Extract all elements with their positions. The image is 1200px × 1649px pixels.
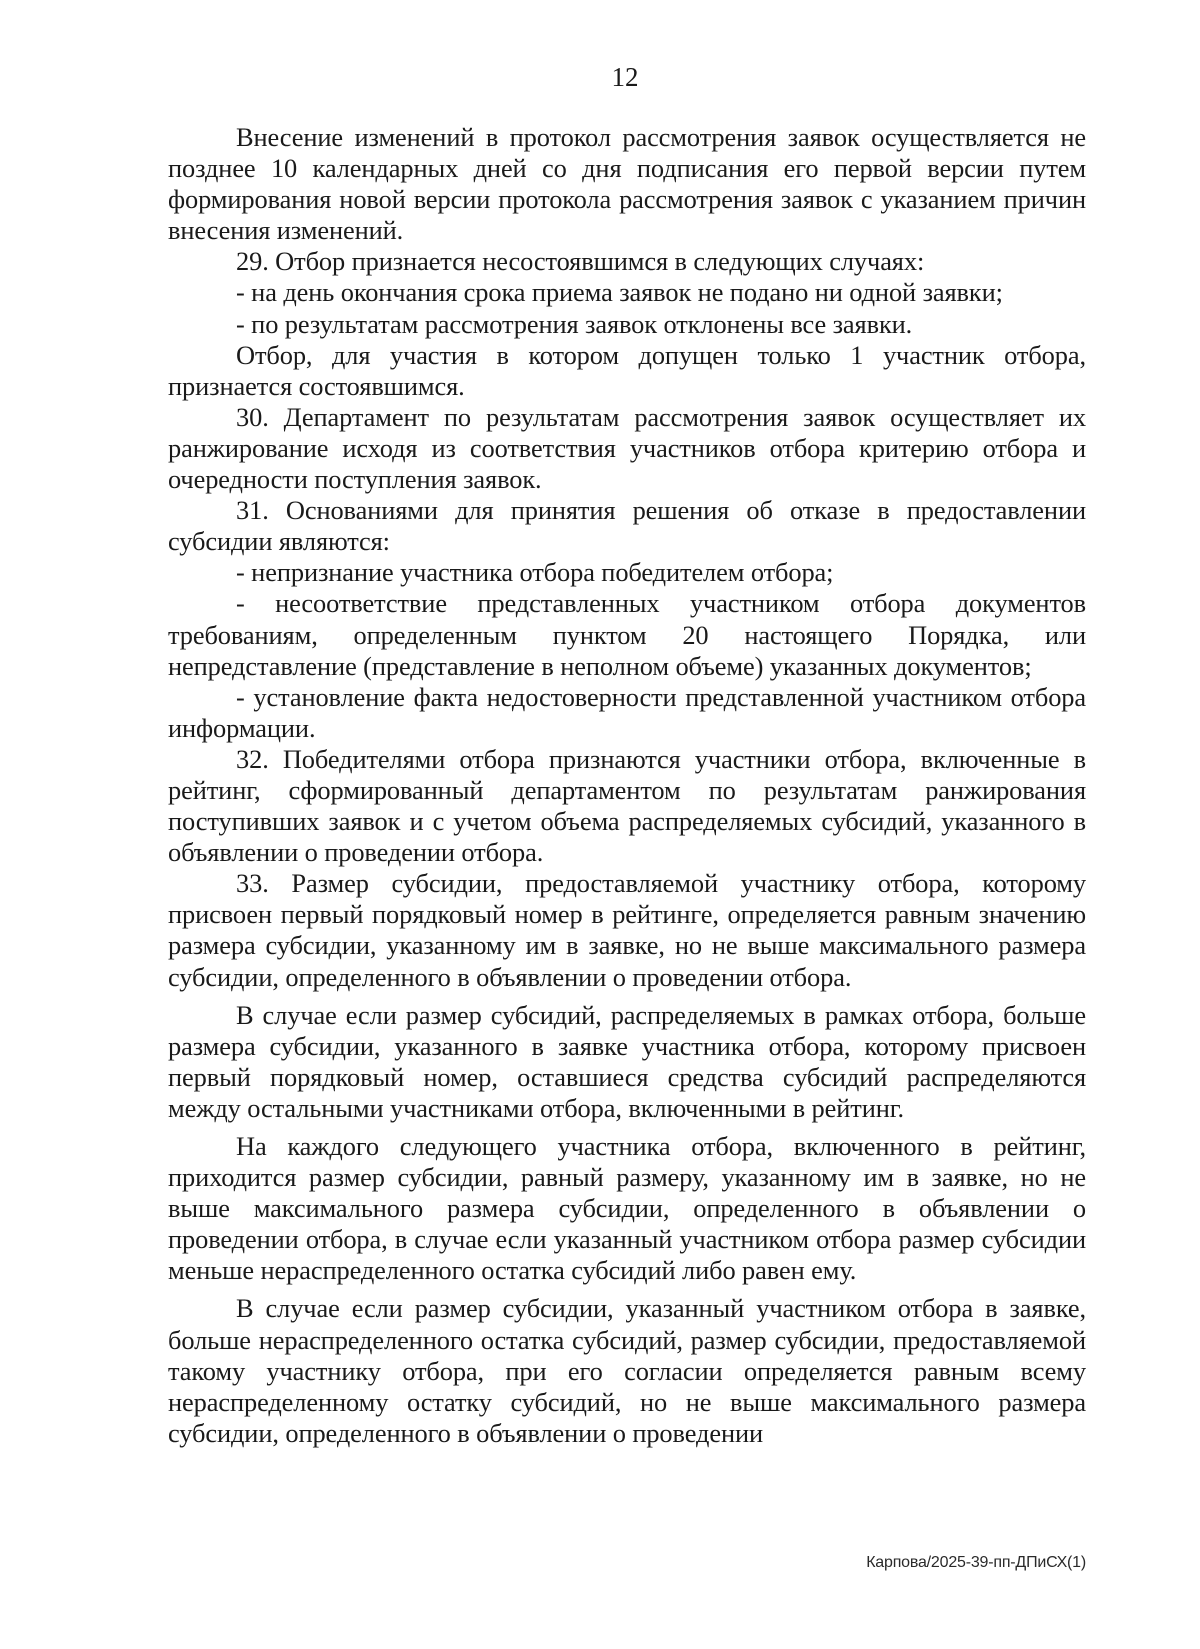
paragraph: В случае если размер субсидий, распределяемых в рамках отбора, больше размера субсидии, указанного в заявке участника отбора, которому присвоен первый порядковый номер, оставшиеся средства субсидий распределяются между остальными участниками отбора, включенными в рейтинг. xyxy=(168,999,1086,1123)
list-item: - установление факта недостоверности представленной участником отбора информации. xyxy=(168,681,1086,743)
paragraph: На каждого следующего участника отбора, включенного в рейтинг, приходится размер субсидии, равный размеру, указанному им в заявке, но не выше максимального размера субсидии, определенного в объявлении о проведении отбора, в случае если указанный участником отбора размер субсидии меньше нераспределенного остатка субсидий либо равен ему. xyxy=(168,1131,1086,1286)
list-item: - несоответствие представленных участником отбора документов требованиям, определенным пунктом 20 настоящего Порядка, или непредставление (представление в неполном объеме) указанных документов; xyxy=(168,588,1086,681)
document-body xyxy=(168,122,1086,1449)
document-code-footer: Карпова/2025-39-пп-ДПиСХ(1) xyxy=(866,1554,1086,1571)
paragraph: Отбор, для участия в котором допущен только 1 участник отбора, признается состоявшимся. xyxy=(168,339,1086,401)
paragraph: 32. Победителями отбора признаются участники отбора, включенные в рейтинг, сформированный департаментом по результатам ранжирования поступивших заявок и с учетом объема распределяемых субсидий, указанного в объявлении о проведении отбора. xyxy=(168,743,1086,868)
list-item: - по результатам рассмотрения заявок отклонены все заявки. xyxy=(236,308,913,339)
page-number: 12 xyxy=(611,62,639,92)
list-item: - непризнание участника отбора победителем отбора; xyxy=(236,557,834,588)
paragraph: Внесение изменений в протокол рассмотрения заявок осуществляется не позднее 10 календарных дней со дня подписания его первой версии путем формирования новой версии протокола рассмотрения заявок с указанием причин внесения изменений. xyxy=(168,122,1086,246)
paragraph: 33. Размер субсидии, предоставляемой участнику отбора, которому присвоен первый порядковый номер в рейтинге, определяется равным значению размера субсидии, указанному им в заявке, но не выше максимального размера субсидии, определенного в объявлении о проведении отбора. xyxy=(168,868,1086,992)
paragraph: 31. Основаниями для принятия решения об отказе в предоставлении субсидии являются: xyxy=(168,495,1086,557)
paragraph: 29. Отбор признается несостоявшимся в следующих случаях: xyxy=(236,246,925,277)
paragraph: В случае если размер субсидии, указанный участником отбора в заявке, больше нераспределенного остатка субсидий, размер субсидии, предоставляемой такому участнику отбора, при его согласии определяется равным всему нераспределенному остатку субсидий, но не выше максимального размера субсидии, определенного в объявлении о проведении xyxy=(168,1293,1086,1448)
list-item: - на день окончания срока приема заявок не подано ни одной заявки; xyxy=(236,277,1003,308)
paragraph: 30. Департамент по результатам рассмотрения заявок осуществляет их ранжирование исходя из соответствия участников отбора критерию отбора и очередности поступления заявок. xyxy=(168,401,1086,495)
